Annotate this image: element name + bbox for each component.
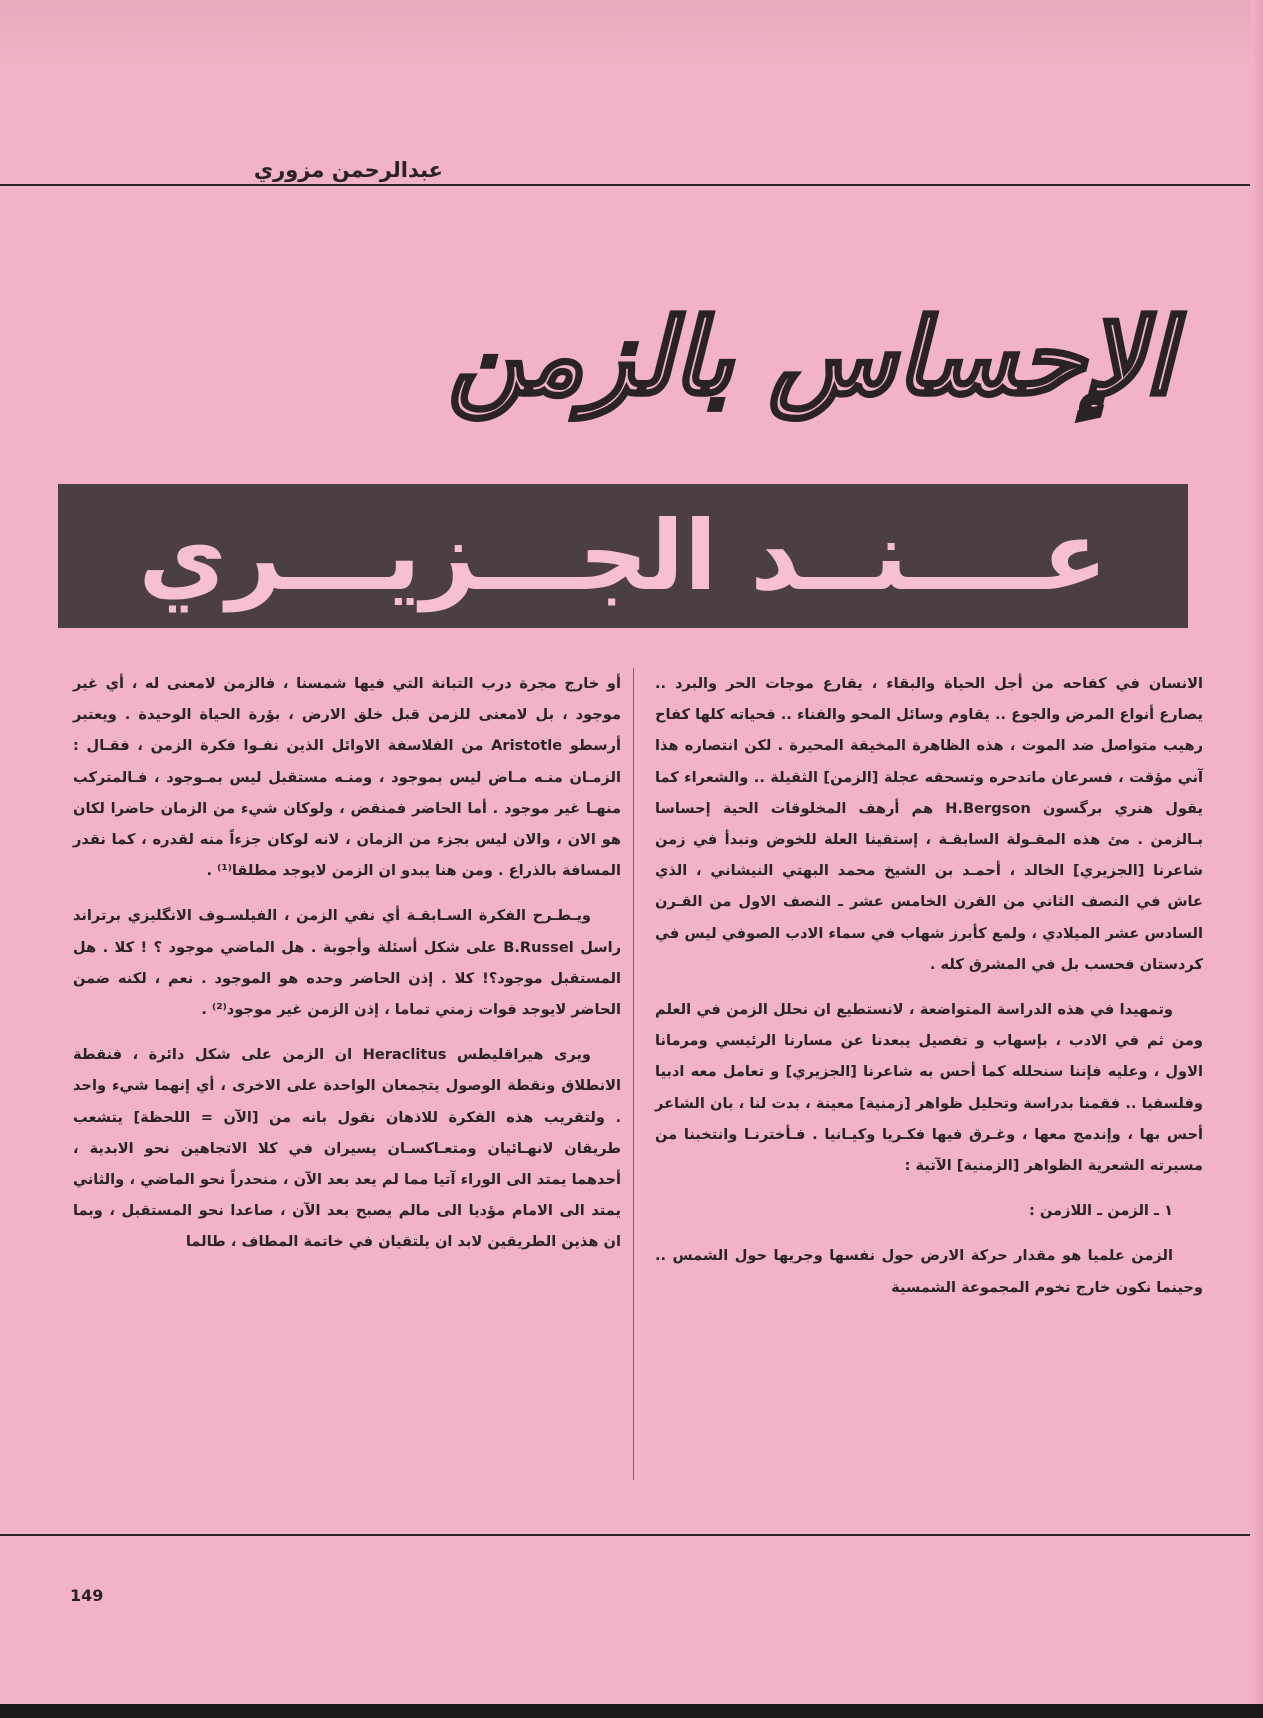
page-shadow xyxy=(0,0,1263,70)
article-title-line-1: الإحساس بالزمن xyxy=(448,295,1173,418)
paragraph: ويـطـرح الفكرة السـابقـة أي نفي الزمن ، الفيلسـوف الانگليزي برتراند راسل B.Russel على شكل أسئلة وأجوبة . هل الماضي موجود ؟ ! كلا . هل المستقبل موجود؟! كلا . إذن الحاضر وحده هو الموجود . نعم ، لكنه ضمن الحاضر لايوجد فوات زمني تماما ، إذن الزمن غير موجود⁽²⁾ . xyxy=(73,907,621,1019)
paragraph: ويرى هيراقليطس Heraclitus ان الزمن على شكل دائرة ، فنقطة الانطلاق ونقطة الوصول يتجمعان الواحدة على الاخرى ، أي إنهما شيء واحد . ولتقريب هذه الفكرة للاذهان نقول بانه من [الآن = اللحظة] يتشعب طريقان لانهـائيان ومتعـاكسـان يسيران في كلا الاتجاهين نحو الابدية ، أحدهما يمتد الى الوراء آتيا مما لم يعد بعد الآن ، منحدراً نحو الماضي ، والثاني يمتد الى الامام مؤديا الى مالم يصبح بعد الآن ، صاعدا نحو المستقبل ، وبما ان هذين الطريقين لابد ان يلتقيان في خاتمة المطاف ، طالما xyxy=(73,1046,621,1251)
bottom-rule xyxy=(0,1534,1250,1536)
section-heading: ١ ـ الزمن ـ اللازمن : xyxy=(1029,1202,1173,1220)
top-rule xyxy=(0,184,1250,186)
scan-bottom-edge xyxy=(0,1704,1263,1718)
article-title-line-2: عــــنــد الجـــزيـــري xyxy=(138,500,1108,612)
text-column-right xyxy=(655,668,1203,1317)
page-number: 149 xyxy=(70,1586,104,1605)
paragraph: وتمهيدا في هذه الدراسة المتواضعة ، لانستطيع ان نحلل الزمن في العلم ومن ثم في الادب ، بإسهاب و تفصيل يبعدنا عن مسارنا الرئيسي ومرمانا الاول ، وعليه فإننا سنحلله كما أحس به شاعرنا [الجزيري] و تعامل معه ادبيا وفلسفيا .. فقمنا بدراسة وتحليل ظواهر [زمنية] معينة ، بدت لنا ، بان الشاعر أحس بها ، وإندمج معها ، وغـرق فيها فكـريا وكيـانيا . فـأخترنـا وانتخبنا من مسيرته الشعرية الظواهر [الزمنية] الآتية : xyxy=(655,1001,1203,1175)
paragraph: الانسان في كفاحه من أجل الحياة والبقاء ، يقارع موجات الحر والبرد .. يصارع أنواع المرض والجوع .. يقاوم وسائل المحو والفناء .. فحياته كلها كفاح رهيب متواصل ضد الموت ، هذه الظاهرة المخيفة المحيرة . لكن انتصاره هذا آني مؤقت ، فسرعان ماتدحره وتسحقه عجلة [الزمن] الثقيلة .. والشعراء كما يقول هنري برگسون H.Bergson هم أرهف المخلوقات الحية إحساسا بـالزمن . مئ هذه المقـولة السابقـة ، إستقينا العلة للخوض ونبدأ في زمن شاعرنا [الجزيري] الخالد ، أحمـد بن الشيخ محمد البهتي النيشاني ، الذي عاش في النصف الثاني من القرن الخامس عشر ـ النصف الاول من القـرن السادس عشر الميلادي ، ولمع كأبرز شهاب في سماء الادب الصوفي ليس في كردستان فحسب بل في المشرق كله . xyxy=(655,675,1203,973)
paragraph: الزمن علميا هو مقدار حركة الارض حول نفسها وجريها حول الشمس .. وحينما نكون خارج تخوم المجموعة الشمسية xyxy=(655,1247,1203,1296)
page-edge xyxy=(1251,0,1263,1718)
text-column-left xyxy=(73,668,621,1272)
column-divider xyxy=(633,668,634,1480)
paragraph: أو خارج مجرة درب التبانة التي فيها شمسنا ، فالزمن لامعنى له ، أي غير موجود ، بل لامعنى للزمن قبل خلق الارض ، بؤرة الحياة الوحيدة . ويعتبر أرسطو Aristotle من الفلاسفة الاوائل الذين نفـوا فكرة الزمن ، فقـال : الزمـان منـه مـاض ليس بموجود ، ومنـه مستقبل ليس بمـوجود ، فـالمتركب منهـا غير موجود . أما الحاضر فمنقض ، ولوكان شيء من الزمان حاضرا لكان هو الان ، والان ليس بجزء من الزمان ، لانه لوكان جزءاً منه لقدره ، كما نقدر المسافة بالذراع . ومن هنا يبدو ان الزمن لايوجد مطلقا⁽¹⁾ . xyxy=(73,675,621,880)
author-name: عبدالرحمن مزوري xyxy=(253,158,443,182)
title-banner xyxy=(58,484,1188,628)
